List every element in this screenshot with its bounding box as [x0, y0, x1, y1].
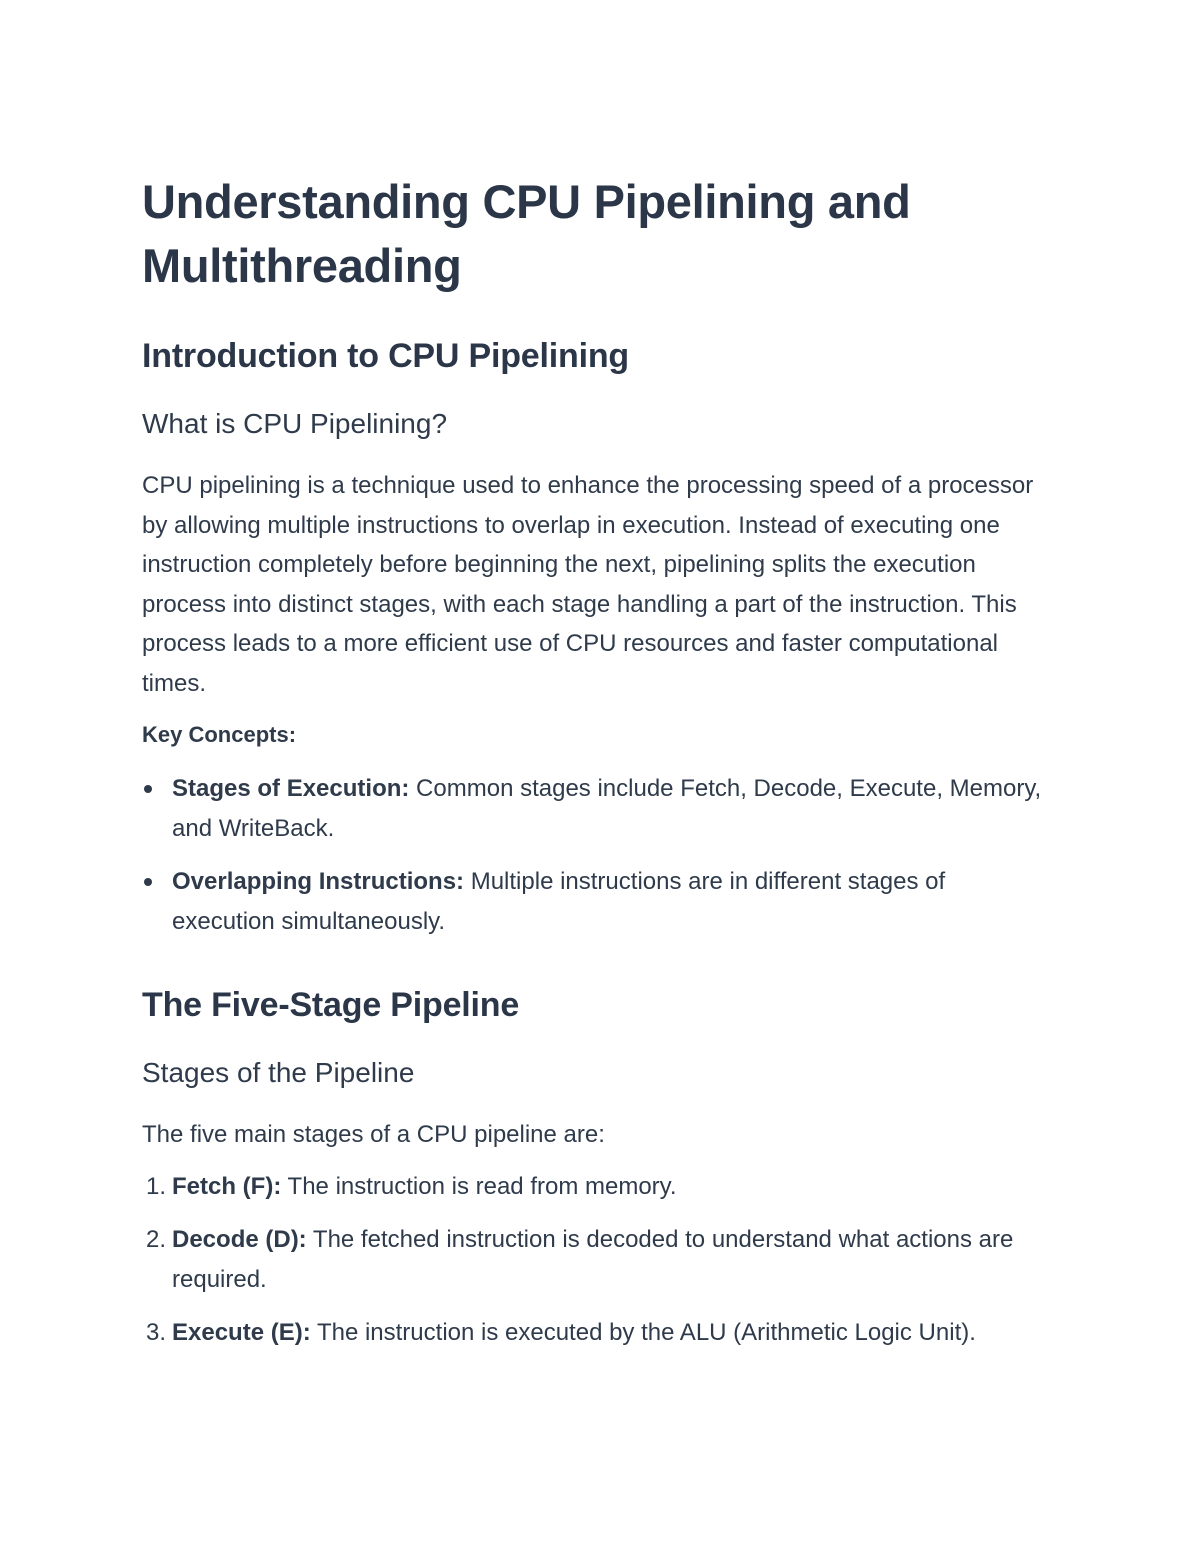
stage-number: 2.	[145, 1226, 166, 1253]
list-item	[142, 1313, 1052, 1353]
stages-list	[142, 1167, 1060, 1353]
list-item	[142, 1167, 1052, 1207]
bullet-text: Common stages include Fetch, Decode, Execute, Memory, and WriteBack.	[172, 775, 1042, 842]
bullet-separator: :	[401, 775, 410, 802]
stage-text: The instruction is read from memory.	[281, 1172, 677, 1200]
stage-number: 3.	[145, 1319, 166, 1346]
bullet-separator: :	[456, 868, 465, 895]
key-concepts-label: Key Concepts:	[142, 722, 297, 747]
subheading-stages-of-pipeline: Stages of the Pipeline	[142, 1057, 415, 1088]
key-concepts-list	[142, 769, 1060, 941]
stage-text: The fetched instruction is decoded to understand what actions are required.	[172, 1226, 1014, 1293]
subheading-what-is-pipelining: What is CPU Pipelining?	[142, 408, 448, 439]
bullet-term: Stages of Execution	[172, 775, 402, 802]
stages-intro-paragraph: The five main stages of a CPU pipeline are:	[142, 1121, 605, 1148]
bullet-icon	[144, 878, 152, 886]
list-item	[142, 1220, 1052, 1299]
stage-term: Execute (E):	[172, 1319, 311, 1346]
document-title: Understanding CPU Pipelining and Multithreading	[142, 175, 911, 292]
stage-term: Fetch (F):	[172, 1172, 282, 1200]
stage-number: 1.	[145, 1172, 166, 1200]
stage-term: Decode (D):	[172, 1226, 307, 1253]
list-item	[142, 769, 1052, 848]
bullet-term: Overlapping Instructions	[172, 868, 457, 895]
bullet-text: Multiple instructions are in different stages of execution simultaneously.	[172, 868, 946, 935]
section-heading-five-stage: The Five-Stage Pipeline	[142, 986, 520, 1024]
stage-text: The instruction is executed by the ALU (Arithmetic Logic Unit).	[310, 1319, 976, 1346]
list-item	[142, 862, 1052, 941]
intro-paragraph: CPU pipelining is a technique used to enhance the processing speed of a processor by allowing multiple instructions to overlap in execution. Instead of executing one instruction completely before beginning the next, pipelining splits the execution process into distinct stages, with each stage handling a part of the instruction. This process leads to a more efficient use of CPU resources and faster computational times.	[142, 472, 1034, 697]
bullet-icon	[144, 785, 152, 793]
section-heading-introduction: Introduction to CPU Pipelining	[142, 337, 629, 375]
